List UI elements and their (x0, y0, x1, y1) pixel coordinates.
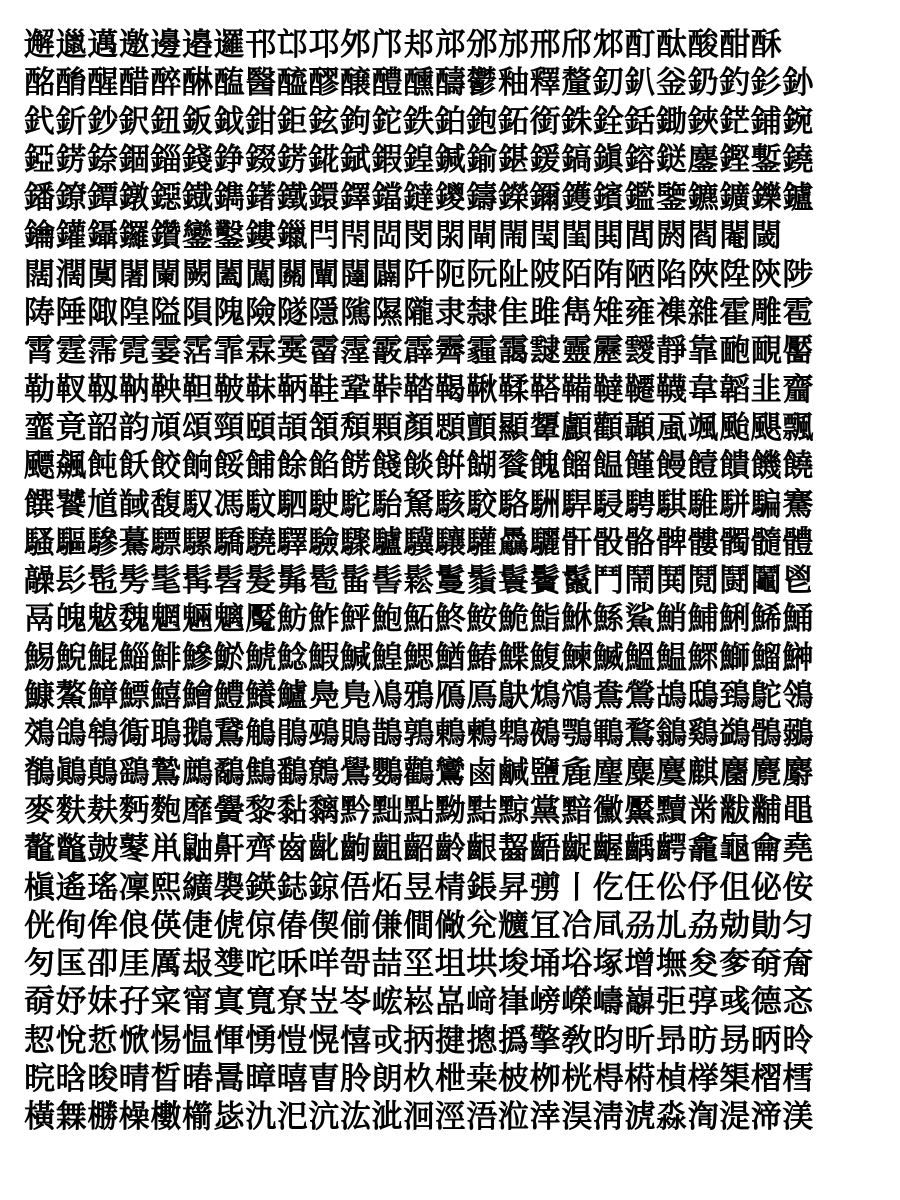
glyph-row: 鵁鴿鴾鵆鵈鵝鵞鵤鵑鵐鵙鵲鶉鶇鶫鵯鵺鶚鶤鶩鶲鷄鷁鶻鶸 (24, 716, 814, 753)
glyph-row: 饌饕馗馘馥馭馮馼駟駛駝駘駑駭駮駱駲駻駸騁騏騅駢騙騫 (24, 486, 814, 523)
glyph-row: 鑰鑵鑷鑼鑽鑾鑿鏤鑞閂閇閊閔閖閘閙閠閨閧閭閼閻閹閾 (24, 218, 783, 255)
glyph-row: 橫橆橳橾櫢櫤毖氿汜沆汯泚洄涇浯涖涬淏淸淲淼渹湜渧渼 (24, 1099, 814, 1136)
glyph-row: 闊濶闃闍闌闕闔闖關闡闥闢阡阨阮阯陂陌陏陋陷陜陞陝陟 (24, 256, 814, 293)
glyph-row: 晥晗晙晴晳暙暠暲暿曺朎朗杦枻桒柀栁桄棏﨓楨﨔榘槢樰 (24, 1061, 814, 1098)
glyph-row: 奣妤妺孖寀甯寘寬尞岦岺峵崧嵓﨑嵂嵭嶸嶹巐弡弴彧德忞 (24, 984, 814, 1021)
glyph-row: 鯣鯢鯤鯔鯡鰺鯲鯱鯰鰕鰔鰉鰓鰌鰆鰈鰒鰊鰄鰮鰛鰥鰤鰡鰰 (24, 639, 814, 676)
glyph-row: 錏錺錼錮錙錢錚錣錺錵錻鍜鍠鍼鍮鍖鍰鎬鎭鎔鎹鏖鏗鏨鐃 (24, 141, 814, 178)
glyph-row: 鼇鼈皷鼕鼡鼬鼾齊齒齔齣齟齠齡齦齧齬齪齷齲齶龕龜龠堯 (24, 831, 814, 868)
glyph-row: 鱇鰲鱆鰾鱚鱠鱧鱶鱸鳧鳬鳰鴉鴈鳫鴃鴆鴪鴦鶯鴣鴟鵄鴕鴒 (24, 678, 814, 715)
glyph-row: 麥麩麸麪麭靡黌黎黏黐黔黜點黝黠黥黨黯黴黶黷黹黻黼黽 (24, 792, 814, 829)
glyph-row: 韲竟韶韵頏頌頸頤頡頷頽顆顏顋顫顯顰顱顴顳颪颯颱颶飄 (24, 409, 814, 446)
glyph-row: 匇匤卲厓厲叝﨎咜咊咩哿喆坙坥垬埈埇﨏塚增墲夋奓奛奝 (24, 946, 814, 983)
glyph-row: 髞髟髢髣髦髯髫髮髴髱髷髻鬆鬘鬚鬟鬢鬣鬥鬧鬨鬩鬪鬮鬯 (24, 563, 814, 600)
glyph-row: 恝悅悊惞惕愠惲愑愷愰憘戓抦揵摠撝擎敎昀昕昻昉昮昞昤 (24, 1022, 814, 1059)
glyph-row: 邂邋邁邀邊邉邏邗邙邛邜邝邞邟邠邡邢邤邥酊酞酸酣酥 (24, 27, 783, 63)
glyph-row: 陦陲陬隍隘隕隗險隧隱隲隰隴隶隸隹雎雋雉雍襍雜霍雕雹 (24, 295, 814, 332)
glyph-row: 霄霆霈霓霎霑霏霖霙霤霪霰霹霽霾靄靆靈靂靉靜靠靤靦靨 (24, 333, 814, 370)
glyph-row: 侊侚侔俍偀倢俿倞偆偰偂傔僴僘兊兤冝冾凬刕劜劦勀勛匀 (24, 907, 814, 944)
glyph-row: 鬲魄魃魏魍魎魑魘魴鮓鮃鮑鮖鮗鮟鮠鮨鮴鯀鯊鮹鯆鯏鯑鯒 (24, 601, 814, 638)
glyph-row: 勒靫靱靹鞅靼鞁靺鞆鞋鞏鞐鞜鞨鞦鞣鞳鞴韃韆韈韋韜韭齏 (24, 371, 814, 408)
glyph-row: 鶺鷆鷏鷂鷙鷓鷸鷦鷭鷯鷽鸚鸛鸞鹵鹹鹽麁麈麋麌麒麕麑麝 (24, 754, 814, 791)
glyph-row: 酩酳醒醋醉醂醢醫醯醪醸醴醺醻鬱釉釋釐釖釟釡釢釣釤釥 (24, 65, 814, 102)
glyph-row: 釴釿鈔鈬鈕鈑鉞鉗鉅鉉鉤鉈鉄鉑鉋鉐銜銖銓銛鋤鋏鋩鋪鋺 (24, 103, 814, 140)
glyph-specimen-sheet (24, 26, 876, 1186)
glyph-row: 槇遙瑤凜熙纊褜鍈鋕鍄俉炻昱棈鋹昇彅丨仡仼伀伃伹佖侒 (24, 869, 814, 906)
glyph-row: 騷驅驂驀驃騾驕驍驛驗驟驢驥驤驩驫驪骭骰骼髀髏髑髓體 (24, 524, 814, 561)
glyph-row: 鐇鐐鐔鐓鐚鐡鐫鐯鐵鐶鐸鐺鐽鑁鑄鑅鑈鑊鑌鑑鑒鑣鑛鑠鑪 (24, 180, 814, 217)
glyph-row: 飃飆飩飫餃餉餒餔餘餡餝餞餤餠餬餮餽餾饂饉饅饐饋饑饒 (24, 448, 814, 485)
